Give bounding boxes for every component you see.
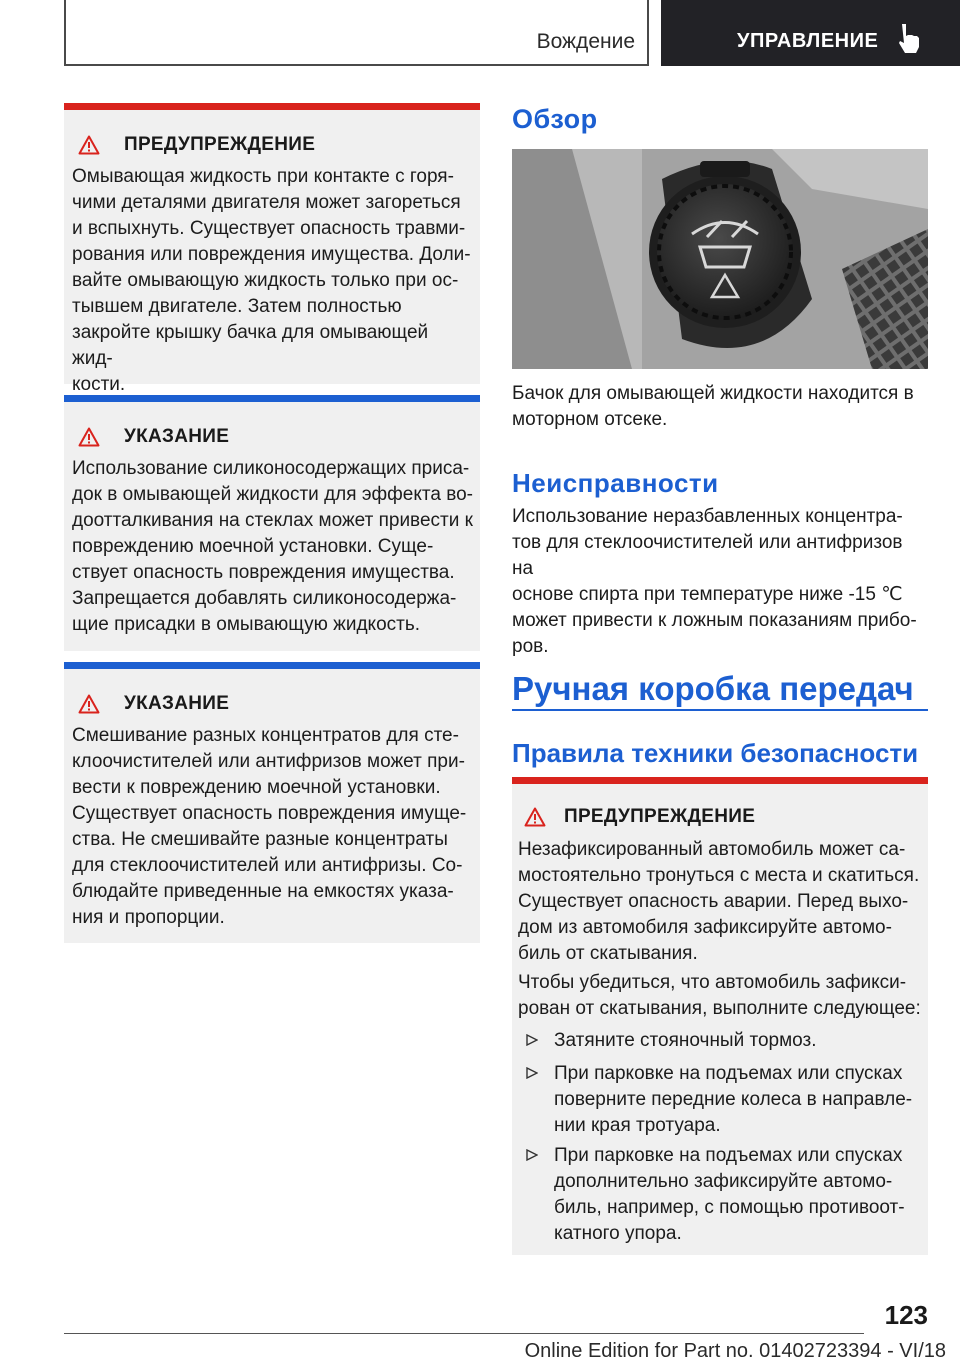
body-line: Существует опасность аварии. Перед выхо- [518, 891, 909, 912]
body-line: кости. [72, 374, 126, 395]
body-line: может привести к ложным показаниям прибо- [512, 610, 917, 631]
body-line: Смешивание разных концентратов для сте- [72, 725, 459, 746]
warning-body-checklist-intro [518, 970, 926, 1022]
warning-triangle-icon [524, 807, 546, 827]
body-line: ства. Не смешивайте разные концентраты [72, 829, 448, 850]
note-title [78, 693, 229, 715]
body-line: рован от скатывания, выполните следующее: [518, 998, 921, 1019]
body-line: док в омывающей жидкости для эффекта во- [72, 484, 473, 505]
body-line: дом из автомобиля зафиксируйте автомо- [518, 917, 892, 938]
body-line: Запрещается добавлять силиконосодержа- [72, 588, 457, 609]
note-box-silicone-additives [64, 395, 480, 651]
body-line: клоочистителей или антифризов может при- [72, 751, 465, 772]
body-line: доотталкивания на стеклах может привести к [72, 510, 473, 531]
note-title [78, 426, 229, 448]
body-line: ния и пропорции. [72, 907, 225, 928]
warning-body [72, 164, 474, 398]
note-bar [64, 662, 480, 669]
section-label: Вождение [536, 30, 635, 53]
triangle-bullet-icon [526, 1149, 538, 1161]
header-section-tab [64, 0, 649, 66]
body-line: тов для стеклоочистителей или антифризов на [512, 532, 903, 579]
warning-title-text: ПРЕДУПРЕЖДЕНИЕ [124, 134, 316, 155]
hand-pointer-icon [893, 22, 923, 54]
warning-title-text: ПРЕДУПРЕЖДЕНИЕ [564, 806, 756, 827]
note-title-text: УКАЗАНИЕ [124, 693, 230, 714]
body-line: Чтобы убедиться, что автомобиль зафикси- [518, 972, 907, 993]
triangle-bullet-icon [526, 1034, 538, 1046]
body-line: щие присадки в омывающую жидкость. [72, 614, 421, 635]
list-item-line: При парковке на подъемах или спусках [554, 1145, 903, 1166]
header-chapter-tab [661, 0, 960, 66]
body-line: Существует опасность повреждения имуще- [72, 803, 467, 824]
body-line: Использование силиконосодержащих приса- [72, 458, 470, 479]
body-line: и вспыхнуть. Существует опасность травми- [72, 218, 466, 239]
body-line: чими деталями двигателя может загореться [72, 192, 461, 213]
body-line: повреждению моечной установки. Суще- [72, 536, 434, 557]
warning-title [78, 134, 315, 156]
faults-text [512, 504, 928, 660]
section-heading-rule [512, 709, 928, 711]
subsection-heading-safety: Правила техники безопасности [512, 738, 919, 768]
body-line: Незафиксированный автомобиль может са- [518, 839, 906, 860]
warning-triangle-icon [78, 427, 100, 447]
body-line: рования или повреждения имущества. Доли- [72, 244, 471, 265]
body-line: моторном отсеке. [512, 409, 668, 430]
list-item-line: дополнительно зафиксируйте автомо- [554, 1171, 893, 1192]
body-line: Бачок для омывающей жидкости находится в [512, 383, 914, 404]
chapter-label: УПРАВЛЕНИЕ [737, 30, 879, 52]
warning-body [518, 837, 926, 967]
body-line: основе спирта при температуре ниже -15 ℃ [512, 584, 903, 605]
footer-edition: Online Edition for Part no. 01402723394 - VI/18 [524, 1340, 946, 1362]
list-item-line: нии края тротуара. [554, 1115, 721, 1136]
list-item-line: Затяните стояночный тормоз. [554, 1030, 817, 1051]
body-line: для стеклоочистителей или антифризы. Со- [72, 855, 463, 876]
list-item-line: поверните передние колеса в направле- [554, 1089, 913, 1110]
warning-bar [64, 103, 480, 110]
warning-bar [512, 777, 928, 784]
warning-triangle-icon [78, 694, 100, 714]
washer-fluid-reservoir-photo [512, 149, 928, 369]
body-line: ствует опасность повреждения имущества. [72, 562, 455, 583]
triangle-bullet-icon [526, 1067, 538, 1079]
body-line: биль от скатывания. [518, 943, 698, 964]
footer-rule [64, 1333, 864, 1334]
list-item-line: катного упора. [554, 1223, 682, 1244]
warning-box-washer-fluid [64, 103, 480, 395]
body-line: закройте крышку бачка для омывающей жид- [72, 322, 429, 369]
overview-text [512, 381, 928, 433]
note-box-mixing-concentrates [64, 662, 480, 943]
note-body [72, 456, 474, 638]
body-line: вайте омывающую жидкость только при ос- [72, 270, 459, 291]
body-line: вести к повреждению моечной установки. [72, 777, 441, 798]
warning-title [524, 806, 755, 828]
body-line: блюдайте приведенные на емкостях указа- [72, 881, 454, 902]
body-line: тывшем двигателе. Затем полностью [72, 296, 402, 317]
list-item-line: биль, например, с помощью противоот- [554, 1197, 905, 1218]
overview-heading: Обзор [512, 104, 598, 134]
body-line: ров. [512, 636, 549, 657]
faults-heading: Неисправности [512, 468, 719, 498]
note-title-text: УКАЗАНИЕ [124, 426, 230, 447]
note-bar [64, 395, 480, 402]
body-line: мостоятельно тронуться с места и скатиться. [518, 865, 920, 886]
reservoir-cap-illustration [512, 149, 928, 369]
list-item-line: При парковке на подъемах или спусках [554, 1063, 903, 1084]
section-heading-manual-gearbox: Ручная коробка передач [512, 670, 914, 707]
warning-triangle-icon [78, 135, 100, 155]
body-line: Использование неразбавленных концентра- [512, 506, 903, 527]
body-line: Омывающая жидкость при контакте с горя- [72, 166, 454, 187]
note-body [72, 723, 474, 931]
page-number: 123 [884, 1300, 928, 1330]
